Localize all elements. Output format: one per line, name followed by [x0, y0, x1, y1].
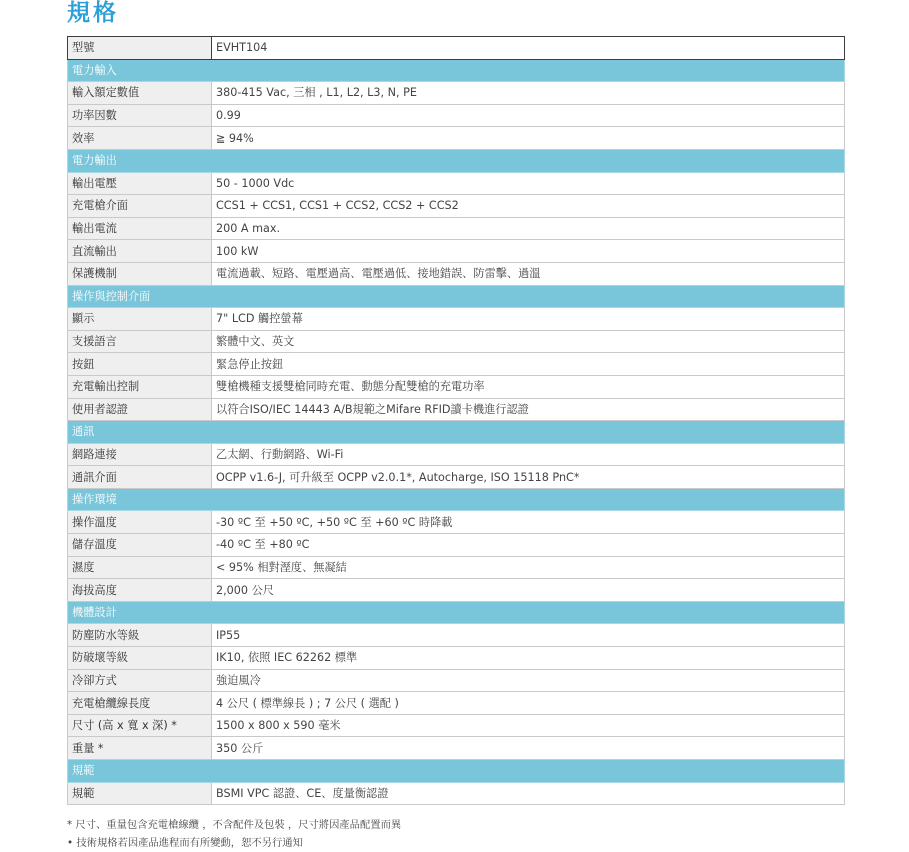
spec-value: -30 ºC 至 +50 ºC, +50 ºC 至 +60 ºC 時降載 [212, 511, 845, 534]
spec-label: 尺寸 (高 x 寬 x 深) * [68, 714, 212, 737]
spec-row [68, 556, 845, 579]
spec-row [68, 466, 845, 489]
spec-row [68, 669, 845, 692]
spec-label: 輸入額定數值 [68, 82, 212, 105]
spec-row [68, 104, 845, 127]
spec-row [68, 737, 845, 760]
spec-label: 防破壞等級 [68, 647, 212, 670]
spec-value: < 95% 相對溼度、無凝結 [212, 556, 845, 579]
spec-value: OCPP v1.6-J, 可升級至 OCPP v2.0.1*, Autocharge, ISO 15118 PnC* [212, 466, 845, 489]
spec-row [68, 330, 845, 353]
section-heading: 通訊 [68, 421, 845, 444]
section-heading: 電力輸入 [68, 59, 845, 82]
model-header-row [68, 37, 845, 60]
spec-row [68, 353, 845, 376]
spec-value: 50 - 1000 Vdc [212, 172, 845, 195]
spec-label: 冷卻方式 [68, 669, 212, 692]
section-header-row [68, 59, 845, 82]
section-heading: 操作環境 [68, 488, 845, 511]
spec-value: 2,000 公尺 [212, 579, 845, 602]
spec-value: BSMI VPC 認證、CE、度量衡認證 [212, 782, 845, 805]
spec-value: -40 ºC 至 +80 ºC [212, 534, 845, 557]
spec-value: 緊急停止按鈕 [212, 353, 845, 376]
model-value: EVHT104 [212, 37, 845, 60]
spec-row [68, 217, 845, 240]
spec-label: 網路連接 [68, 443, 212, 466]
spec-value: 乙太網、行動網路、Wi-Fi [212, 443, 845, 466]
spec-value: 雙槍機種支援雙槍同時充電、動態分配雙槍的充電功率 [212, 375, 845, 398]
spec-label: 效率 [68, 127, 212, 150]
spec-row [68, 375, 845, 398]
section-heading: 規範 [68, 760, 845, 783]
section-header-row [68, 421, 845, 444]
spec-label: 防塵防水等級 [68, 624, 212, 647]
spec-value: 4 公尺 ( 標準線長 ) ; 7 公尺 ( 選配 ) [212, 692, 845, 715]
spec-label: 使用者認證 [68, 398, 212, 421]
spec-value: 1500 x 800 x 590 毫米 [212, 714, 845, 737]
footnote-spec-change: • 技術規格若因產品進程而有所變動，恕不另行通知 [67, 837, 303, 849]
spec-label: 濕度 [68, 556, 212, 579]
spec-row [68, 127, 845, 150]
spec-row [68, 782, 845, 805]
spec-value: 100 kW [212, 240, 845, 263]
spec-label: 充電槍纜線長度 [68, 692, 212, 715]
spec-row [68, 624, 845, 647]
spec-table-body [68, 37, 845, 805]
spec-value: 0.99 [212, 104, 845, 127]
spec-row [68, 511, 845, 534]
spec-label: 輸出電壓 [68, 172, 212, 195]
spec-row [68, 240, 845, 263]
section-header-row [68, 601, 845, 624]
spec-label: 直流輸出 [68, 240, 212, 263]
section-header-row [68, 488, 845, 511]
footnote-size-weight: * 尺寸、重量包含充電槍線纜 ，不含配件及包裝 ，尺寸將因產品配置而異 [67, 819, 402, 831]
spec-value: IK10, 依照 IEC 62262 標準 [212, 647, 845, 670]
spec-row [68, 82, 845, 105]
spec-label: 保護機制 [68, 262, 212, 285]
spec-value: IP55 [212, 624, 845, 647]
section-heading: 操作與控制介面 [68, 285, 845, 308]
model-label: 型號 [68, 37, 212, 60]
spec-value: 7" LCD 觸控螢幕 [212, 308, 845, 331]
section-header-row [68, 149, 845, 172]
spec-row [68, 308, 845, 331]
spec-label: 充電槍介面 [68, 195, 212, 218]
spec-row [68, 714, 845, 737]
spec-row [68, 534, 845, 557]
spec-value: 繁體中文、英文 [212, 330, 845, 353]
spec-label: 輸出電流 [68, 217, 212, 240]
section-heading: 機體設計 [68, 601, 845, 624]
spec-label: 規範 [68, 782, 212, 805]
spec-row [68, 195, 845, 218]
spec-label: 顯示 [68, 308, 212, 331]
spec-value: 380-415 Vac, 三相 , L1, L2, L3, N, PE [212, 82, 845, 105]
spec-label: 儲存溫度 [68, 534, 212, 557]
spec-label: 支援語言 [68, 330, 212, 353]
spec-row [68, 398, 845, 421]
spec-row [68, 579, 845, 602]
spec-row [68, 262, 845, 285]
spec-label: 海拔高度 [68, 579, 212, 602]
spec-label: 重量 * [68, 737, 212, 760]
section-header-row [68, 760, 845, 783]
section-header-row [68, 285, 845, 308]
spec-row [68, 692, 845, 715]
section-heading: 電力輸出 [68, 149, 845, 172]
spec-value: 強迫風冷 [212, 669, 845, 692]
spec-label: 按鈕 [68, 353, 212, 376]
page-title: 規格 [67, 0, 119, 26]
spec-value: CCS1 + CCS1, CCS1 + CCS2, CCS2 + CCS2 [212, 195, 845, 218]
spec-table [67, 36, 845, 805]
footnotes [67, 816, 401, 852]
spec-row [68, 443, 845, 466]
spec-row [68, 647, 845, 670]
spec-value: 350 公斤 [212, 737, 845, 760]
spec-row [68, 172, 845, 195]
spec-label: 功率因數 [68, 104, 212, 127]
spec-value: ≧ 94% [212, 127, 845, 150]
spec-value: 以符合ISO/IEC 14443 A/B規範之Mifare RFID讀卡機進行認證 [212, 398, 845, 421]
spec-label: 充電輸出控制 [68, 375, 212, 398]
spec-label: 通訊介面 [68, 466, 212, 489]
spec-value: 電流過載、短路、電壓過高、電壓過低、接地錯誤、防雷擊、過溫 [212, 262, 845, 285]
spec-label: 操作溫度 [68, 511, 212, 534]
spec-value: 200 A max. [212, 217, 845, 240]
